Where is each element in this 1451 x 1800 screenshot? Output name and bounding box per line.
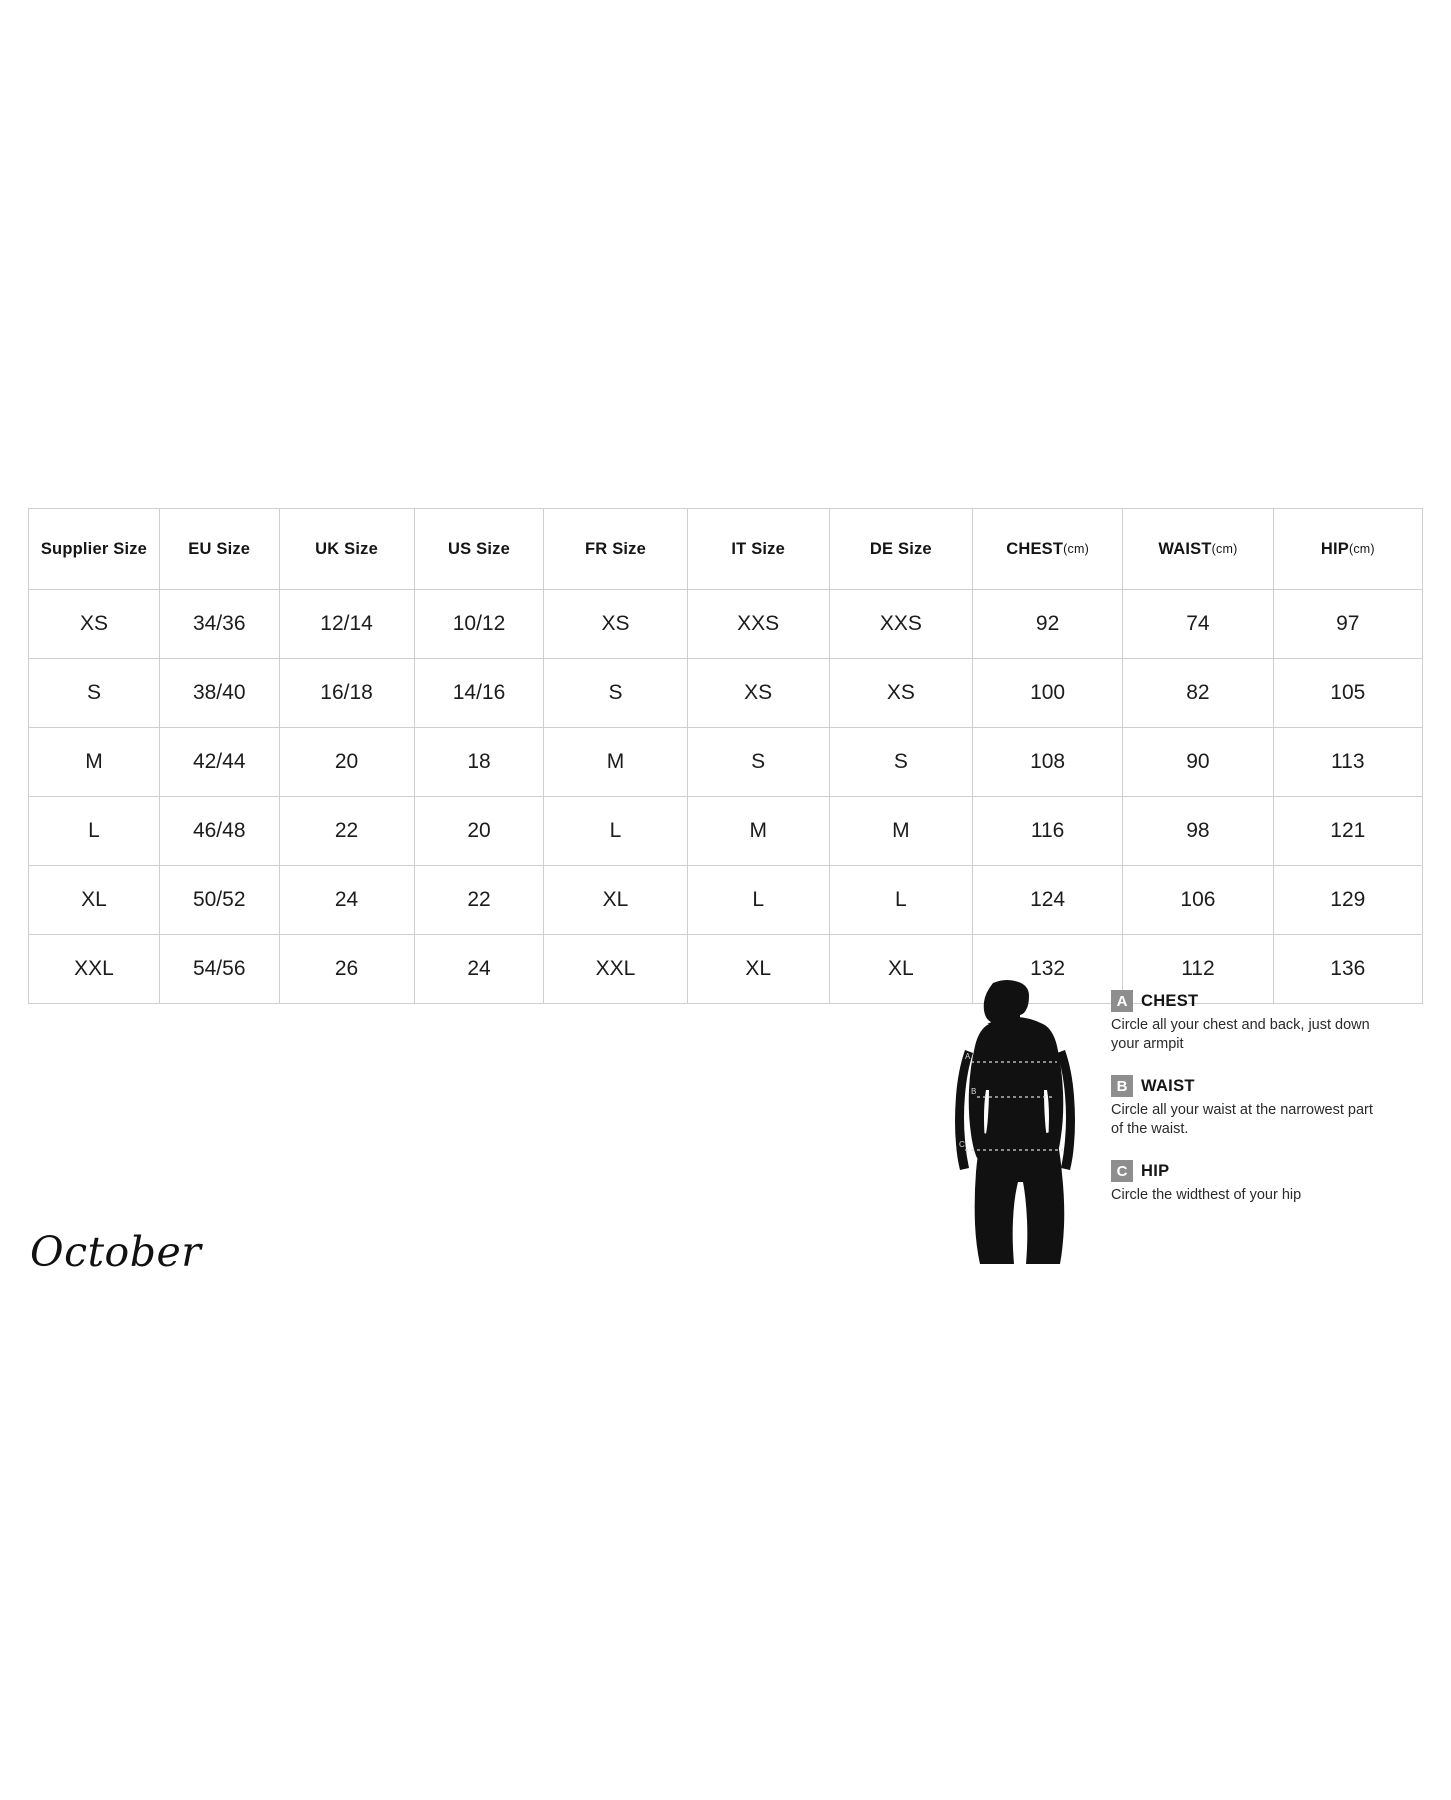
figure-label-a: A <box>965 1052 971 1061</box>
legend-head-waist <box>1111 1075 1411 1097</box>
cell-waist: 90 <box>1123 728 1273 797</box>
cell-supplier-size: XXL <box>29 935 160 1004</box>
legend-title-chest: CHEST <box>1141 991 1199 1010</box>
table-header <box>29 509 1423 590</box>
cell-us-size: 22 <box>414 866 544 935</box>
legend-description-waist: Circle all your waist at the narrowest part of the waist. <box>1111 1102 1373 1137</box>
body-silhouette-icon <box>935 980 1095 1270</box>
badge-b-icon: B <box>1111 1075 1133 1097</box>
cell-supplier-size: XL <box>29 866 160 935</box>
cell-uk-size: 26 <box>279 935 414 1004</box>
cell-supplier-size: S <box>29 659 160 728</box>
cell-it-size: XS <box>687 659 829 728</box>
cell-de-size: XS <box>829 659 972 728</box>
cell-waist: 98 <box>1123 797 1273 866</box>
cell-de-size: L <box>829 866 972 935</box>
cell-us-size: 18 <box>414 728 544 797</box>
cell-fr-size: XL <box>544 866 687 935</box>
legend-title-hip: HIP <box>1141 1161 1170 1180</box>
cell-waist: 74 <box>1123 590 1273 659</box>
cell-uk-size: 22 <box>279 797 414 866</box>
cell-eu-size: 38/40 <box>159 659 279 728</box>
cell-uk-size: 20 <box>279 728 414 797</box>
cell-fr-size: S <box>544 659 687 728</box>
legend-description-chest: Circle all your chest and back, just down your armpit <box>1111 1017 1370 1052</box>
legend-item-hip <box>1111 1160 1411 1205</box>
table-row <box>29 866 1423 935</box>
cell-waist: 112 <box>1123 935 1273 1004</box>
cell-chest: 108 <box>972 728 1122 797</box>
cell-de-size: XXS <box>829 590 972 659</box>
column-header-us-size: US Size <box>414 509 544 590</box>
cell-fr-size: XXL <box>544 935 687 1004</box>
column-header-de-size: DE Size <box>829 509 972 590</box>
figure-label-b: B <box>971 1087 977 1096</box>
cell-waist: 82 <box>1123 659 1273 728</box>
column-header-uk-size: UK Size <box>279 509 414 590</box>
cell-chest: 132 <box>972 935 1122 1004</box>
cell-fr-size: M <box>544 728 687 797</box>
badge-a-icon: A <box>1111 990 1133 1012</box>
cell-hip: 129 <box>1273 866 1422 935</box>
cell-us-size: 10/12 <box>414 590 544 659</box>
cell-us-size: 20 <box>414 797 544 866</box>
cell-it-size: XXS <box>687 590 829 659</box>
unit-hip: (cm) <box>1348 541 1375 556</box>
cell-waist: 106 <box>1123 866 1273 935</box>
cell-it-size: S <box>687 728 829 797</box>
cell-chest: 92 <box>972 590 1122 659</box>
measurement-guide <box>935 980 1373 1280</box>
cell-us-size: 24 <box>414 935 544 1004</box>
figure-label-c: C <box>959 1140 965 1149</box>
cell-hip: 113 <box>1273 728 1422 797</box>
cell-eu-size: 54/56 <box>159 935 279 1004</box>
column-header-eu-size: EU Size <box>159 509 279 590</box>
cell-de-size: M <box>829 797 972 866</box>
legend-item-chest <box>1111 990 1411 1053</box>
cell-fr-size: XS <box>544 590 687 659</box>
cell-eu-size: 34/36 <box>159 590 279 659</box>
column-header-supplier-size: Supplier Size <box>29 509 160 590</box>
cell-it-size: XL <box>687 935 829 1004</box>
column-header-waist: WAIST(cm) <box>1123 509 1273 590</box>
unit-chest: (cm) <box>1063 541 1089 556</box>
cell-hip: 121 <box>1273 797 1422 866</box>
cell-chest: 100 <box>972 659 1122 728</box>
column-header-it-size: IT Size <box>687 509 829 590</box>
table-row <box>29 590 1423 659</box>
column-header-hip: HIP(cm) <box>1273 509 1422 590</box>
brand-wordmark: October <box>30 1228 202 1276</box>
cell-de-size: S <box>829 728 972 797</box>
legend-head-hip <box>1111 1160 1411 1182</box>
table-row <box>29 728 1423 797</box>
measurement-legend <box>1111 990 1411 1227</box>
size-chart-table <box>28 508 1423 1004</box>
table-row <box>29 797 1423 866</box>
column-header-chest: CHEST(cm) <box>972 509 1122 590</box>
cell-supplier-size: L <box>29 797 160 866</box>
cell-it-size: M <box>687 797 829 866</box>
cell-it-size: L <box>687 866 829 935</box>
legend-head-chest <box>1111 990 1411 1012</box>
cell-uk-size: 12/14 <box>279 590 414 659</box>
column-header-fr-size: FR Size <box>544 509 687 590</box>
cell-eu-size: 50/52 <box>159 866 279 935</box>
legend-description-hip: Circle the widthest of your hip <box>1111 1187 1302 1204</box>
table-body <box>29 590 1423 1004</box>
table-header-row <box>29 509 1423 590</box>
cell-supplier-size: XS <box>29 590 160 659</box>
cell-uk-size: 24 <box>279 866 414 935</box>
cell-supplier-size: M <box>29 728 160 797</box>
cell-chest: 124 <box>972 866 1122 935</box>
legend-item-waist <box>1111 1075 1411 1138</box>
legend-title-waist: WAIST <box>1141 1076 1195 1095</box>
cell-de-size: XL <box>829 935 972 1004</box>
cell-hip: 105 <box>1273 659 1422 728</box>
cell-uk-size: 16/18 <box>279 659 414 728</box>
cell-chest: 116 <box>972 797 1122 866</box>
unit-waist: (cm) <box>1211 541 1238 556</box>
cell-eu-size: 46/48 <box>159 797 279 866</box>
cell-us-size: 14/16 <box>414 659 544 728</box>
size-chart-table-container <box>28 508 1423 1004</box>
table-row <box>29 659 1423 728</box>
badge-c-icon: C <box>1111 1160 1133 1182</box>
cell-eu-size: 42/44 <box>159 728 279 797</box>
cell-hip: 136 <box>1273 935 1422 1004</box>
cell-hip: 97 <box>1273 590 1422 659</box>
cell-fr-size: L <box>544 797 687 866</box>
